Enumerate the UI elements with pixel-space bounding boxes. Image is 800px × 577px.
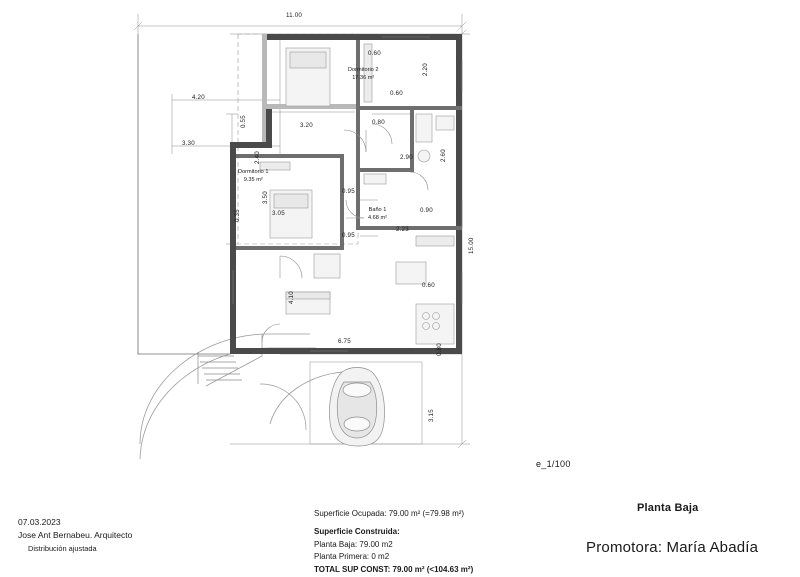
- dim-h-315: 3.15: [428, 409, 435, 422]
- dim-h-080: 0.80: [372, 119, 385, 126]
- drawing-date: 07.03.2023: [18, 517, 61, 527]
- dim-v-410: 4.10: [288, 291, 295, 304]
- total-built-area: TOTAL SUP CONST: 79.00 m² (<104.63 m²): [314, 565, 474, 575]
- dim-h-290: 2.90: [400, 154, 413, 161]
- dim-v-035: 0.35: [234, 209, 241, 222]
- dim-h-260: 2.60: [440, 149, 447, 162]
- dim-v-350: 3.50: [262, 191, 269, 204]
- plan-title: Planta Baja: [637, 502, 699, 514]
- dim-h-095a: 0.95: [342, 188, 355, 195]
- dim-h-080b: 0.80: [436, 343, 443, 356]
- room-area: 4.68 m²: [368, 214, 387, 221]
- dim-h-223: 2.23: [396, 226, 409, 233]
- dim-left-330: 3.30: [182, 140, 195, 147]
- room-area: 9.35 m²: [243, 176, 263, 183]
- promoter-name: Promotora: María Abadía: [586, 539, 759, 556]
- dim-v-055: 0.55: [240, 115, 247, 128]
- dim-h-220: 2.20: [422, 63, 429, 76]
- dim-v-240: 2.40: [254, 151, 261, 164]
- drawing-subtitle: Distribución ajustada: [28, 544, 97, 554]
- first-floor-area: Planta Primera: 0 m2: [314, 552, 390, 562]
- dim-h-320: 3.20: [300, 122, 313, 129]
- scale-label: e_1/100: [536, 459, 571, 469]
- dim-h-060: 0.60: [368, 50, 381, 57]
- dim-h-060c: 0.60: [422, 282, 435, 289]
- dim-top-overall: 11.00: [286, 12, 303, 19]
- ground-floor-area: Planta Baja: 79.00 m2: [314, 539, 393, 549]
- room-dormitorio-2: [348, 67, 378, 82]
- dim-v-305: 3.05: [272, 210, 285, 217]
- room-bano-1: [368, 207, 387, 222]
- dim-h-060b: 0.60: [390, 90, 403, 97]
- dim-left-420: 4.20: [192, 94, 205, 101]
- room-name: Dormitorio 1: [238, 169, 269, 175]
- dim-h-095b: 0.95: [342, 232, 355, 239]
- dim-right-overall: 15.00: [468, 237, 475, 254]
- built-area-header: Superficie Construida:: [314, 526, 400, 536]
- floor-plan: [110, 4, 630, 484]
- dim-h-675: 6.75: [338, 338, 351, 345]
- room-name: Baño 1: [368, 207, 387, 213]
- room-name: Dormitorio 2: [348, 67, 379, 73]
- room-area: 17.36 m²: [352, 74, 375, 81]
- titleblock-left: [18, 516, 132, 555]
- architect-name: Jose Ant Bernabeu. Arquitecto: [18, 530, 133, 541]
- occupied-area: Superficie Ocupada: 79.00 m² (=79.98 m²): [314, 509, 465, 518]
- room-dormitorio-1: [238, 169, 268, 184]
- dim-h-090: 0.90: [420, 207, 433, 214]
- area-summary: [314, 508, 473, 577]
